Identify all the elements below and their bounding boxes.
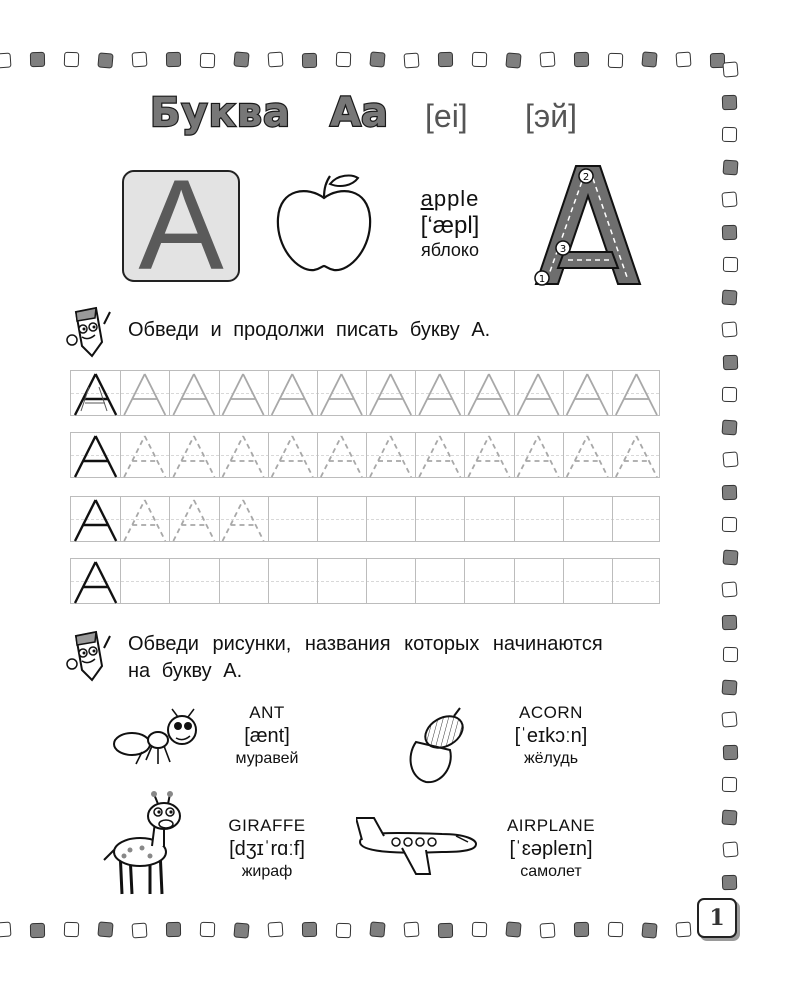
border-square bbox=[722, 484, 738, 500]
border-square bbox=[721, 191, 737, 207]
border-square bbox=[166, 922, 181, 937]
border-square bbox=[166, 52, 181, 67]
border-square bbox=[30, 52, 45, 67]
page-title bbox=[150, 88, 620, 148]
border-square bbox=[722, 874, 738, 890]
border-square bbox=[336, 923, 352, 939]
apple-word-text: apple bbox=[420, 186, 480, 211]
trace-letter bbox=[173, 374, 214, 415]
stroke-number-2: 2 bbox=[582, 172, 590, 183]
border-square bbox=[302, 53, 317, 68]
border-square bbox=[722, 159, 738, 175]
border-square bbox=[675, 51, 691, 67]
trace-letter bbox=[370, 374, 411, 415]
border-square bbox=[438, 923, 453, 938]
border-square bbox=[97, 921, 113, 937]
big-letter: A bbox=[138, 154, 224, 297]
border-square bbox=[608, 922, 624, 938]
transcription-ru: [эй] bbox=[525, 98, 577, 134]
letter-card bbox=[122, 154, 240, 297]
acorn-icon bbox=[400, 706, 466, 784]
trace-letter bbox=[567, 374, 608, 415]
border-square bbox=[0, 921, 12, 937]
border-square bbox=[369, 51, 385, 67]
border-square bbox=[438, 52, 453, 67]
border-square bbox=[505, 921, 521, 937]
border-square bbox=[722, 549, 738, 565]
trace-letter bbox=[468, 374, 509, 415]
border-square bbox=[267, 51, 283, 67]
border-square bbox=[722, 127, 737, 142]
border-square bbox=[722, 94, 738, 110]
airplane-icon bbox=[356, 812, 480, 876]
tracing-row bbox=[70, 496, 660, 542]
border-square bbox=[64, 52, 80, 68]
border-square bbox=[721, 711, 737, 727]
border-square bbox=[233, 51, 249, 67]
trace-letter bbox=[124, 500, 165, 541]
trace-letter bbox=[124, 374, 165, 415]
border-square bbox=[722, 387, 737, 402]
trace-letter bbox=[616, 436, 657, 477]
border-square bbox=[722, 224, 738, 240]
border-square bbox=[233, 922, 249, 938]
ant-translation: муравей bbox=[235, 750, 299, 767]
border-square bbox=[131, 51, 147, 67]
border-square bbox=[472, 922, 488, 938]
model-letter bbox=[75, 562, 116, 603]
border-square bbox=[721, 419, 737, 435]
border-square bbox=[472, 52, 488, 68]
border-square bbox=[722, 614, 738, 630]
border-square bbox=[721, 581, 737, 597]
trace-letter bbox=[223, 436, 264, 477]
apple-translation: яблоко bbox=[420, 240, 480, 260]
border-square bbox=[722, 451, 738, 467]
airplane-label bbox=[486, 816, 616, 881]
tracing-row bbox=[70, 558, 660, 604]
apple-word bbox=[390, 186, 510, 261]
border-square bbox=[574, 922, 589, 937]
stroke-number-1: 1 bbox=[538, 274, 546, 285]
stroke-order-a-icon bbox=[528, 160, 646, 290]
model-letter bbox=[75, 436, 116, 477]
instruction-circle-pictures bbox=[128, 633, 688, 683]
model-letter bbox=[75, 500, 116, 541]
acorn-label bbox=[486, 703, 616, 768]
title-word: Буква bbox=[150, 90, 292, 136]
trace-letter bbox=[173, 500, 214, 541]
border-square bbox=[722, 777, 737, 792]
acorn-translation: жёлудь bbox=[523, 750, 579, 767]
border-square bbox=[403, 921, 419, 937]
tracing-row bbox=[70, 370, 660, 416]
border-square bbox=[722, 517, 737, 532]
border-square bbox=[574, 52, 589, 67]
border-square bbox=[302, 922, 317, 937]
ant-name: ANT bbox=[249, 703, 285, 722]
tracing-row bbox=[70, 432, 660, 478]
border-square bbox=[721, 289, 737, 305]
border-square bbox=[505, 52, 521, 68]
instruction-line-1: Обведи рисунки, названия которых начинаются bbox=[128, 633, 603, 655]
pencil-mascot-icon bbox=[62, 626, 118, 684]
trace-letter bbox=[272, 374, 313, 415]
border-square bbox=[539, 922, 555, 938]
trace-letter bbox=[223, 374, 264, 415]
border-square bbox=[403, 52, 419, 68]
title-letters: Aa bbox=[330, 90, 388, 136]
giraffe-icon bbox=[100, 790, 190, 898]
border-square bbox=[64, 922, 80, 938]
trace-letter bbox=[567, 436, 608, 477]
border-square bbox=[608, 53, 624, 69]
border-square bbox=[641, 51, 657, 67]
border-square bbox=[97, 52, 113, 68]
apple-icon bbox=[268, 170, 380, 278]
acorn-transcription: [ˈeɪkɔːn] bbox=[514, 725, 588, 747]
ant-label bbox=[202, 703, 332, 768]
border-square bbox=[722, 61, 738, 77]
trace-letter bbox=[518, 436, 559, 477]
trace-letter bbox=[321, 436, 362, 477]
giraffe-translation: жираф bbox=[241, 863, 293, 880]
trace-letter bbox=[370, 436, 411, 477]
apple-transcription: [‘æpl] bbox=[420, 212, 480, 239]
border-square bbox=[722, 841, 738, 857]
ant-transcription: [ænt] bbox=[244, 725, 290, 747]
acorn-name: ACORN bbox=[519, 703, 583, 722]
border-square bbox=[721, 809, 737, 825]
trace-letter bbox=[616, 374, 657, 415]
border-square bbox=[721, 679, 737, 695]
border-square bbox=[336, 52, 352, 68]
pencil-mascot-icon bbox=[62, 302, 118, 360]
border-square bbox=[0, 52, 12, 68]
transcription-en: [ei] bbox=[425, 98, 468, 134]
trace-letter bbox=[419, 374, 460, 415]
border-square bbox=[200, 922, 216, 938]
border-square bbox=[30, 923, 45, 938]
giraffe-label bbox=[202, 816, 332, 881]
trace-letter bbox=[272, 436, 313, 477]
instruction-line-2: на букву А. bbox=[128, 660, 243, 682]
border-square bbox=[723, 257, 738, 272]
trace-letter bbox=[321, 374, 362, 415]
border-square bbox=[539, 51, 555, 67]
trace-letter bbox=[468, 436, 509, 477]
trace-letter bbox=[124, 436, 165, 477]
trace-letter bbox=[173, 436, 214, 477]
border-square bbox=[641, 922, 657, 938]
airplane-transcription: [ˈɛəpleɪn] bbox=[509, 838, 593, 860]
trace-letter bbox=[518, 374, 559, 415]
border-square bbox=[675, 921, 691, 937]
border-square bbox=[721, 321, 737, 337]
border-square bbox=[723, 647, 738, 662]
airplane-name: AIRPLANE bbox=[506, 816, 596, 835]
border-square bbox=[131, 922, 147, 938]
border-square bbox=[369, 921, 385, 937]
trace-letter bbox=[223, 500, 264, 541]
border-square bbox=[267, 921, 283, 937]
giraffe-name: GIRAFFE bbox=[228, 816, 306, 835]
border-square bbox=[200, 53, 216, 69]
airplane-translation: самолет bbox=[520, 863, 582, 880]
giraffe-transcription: [dʒɪˈrɑːf] bbox=[229, 838, 305, 860]
stroke-number-3: 3 bbox=[559, 244, 567, 255]
model-letter bbox=[75, 374, 116, 415]
border-square bbox=[723, 744, 739, 760]
trace-letter bbox=[419, 436, 460, 477]
page-number: 1 bbox=[697, 898, 737, 938]
instruction-trace-letter: Обведи и продолжи писать букву А. bbox=[128, 319, 491, 341]
border-square bbox=[723, 354, 739, 370]
